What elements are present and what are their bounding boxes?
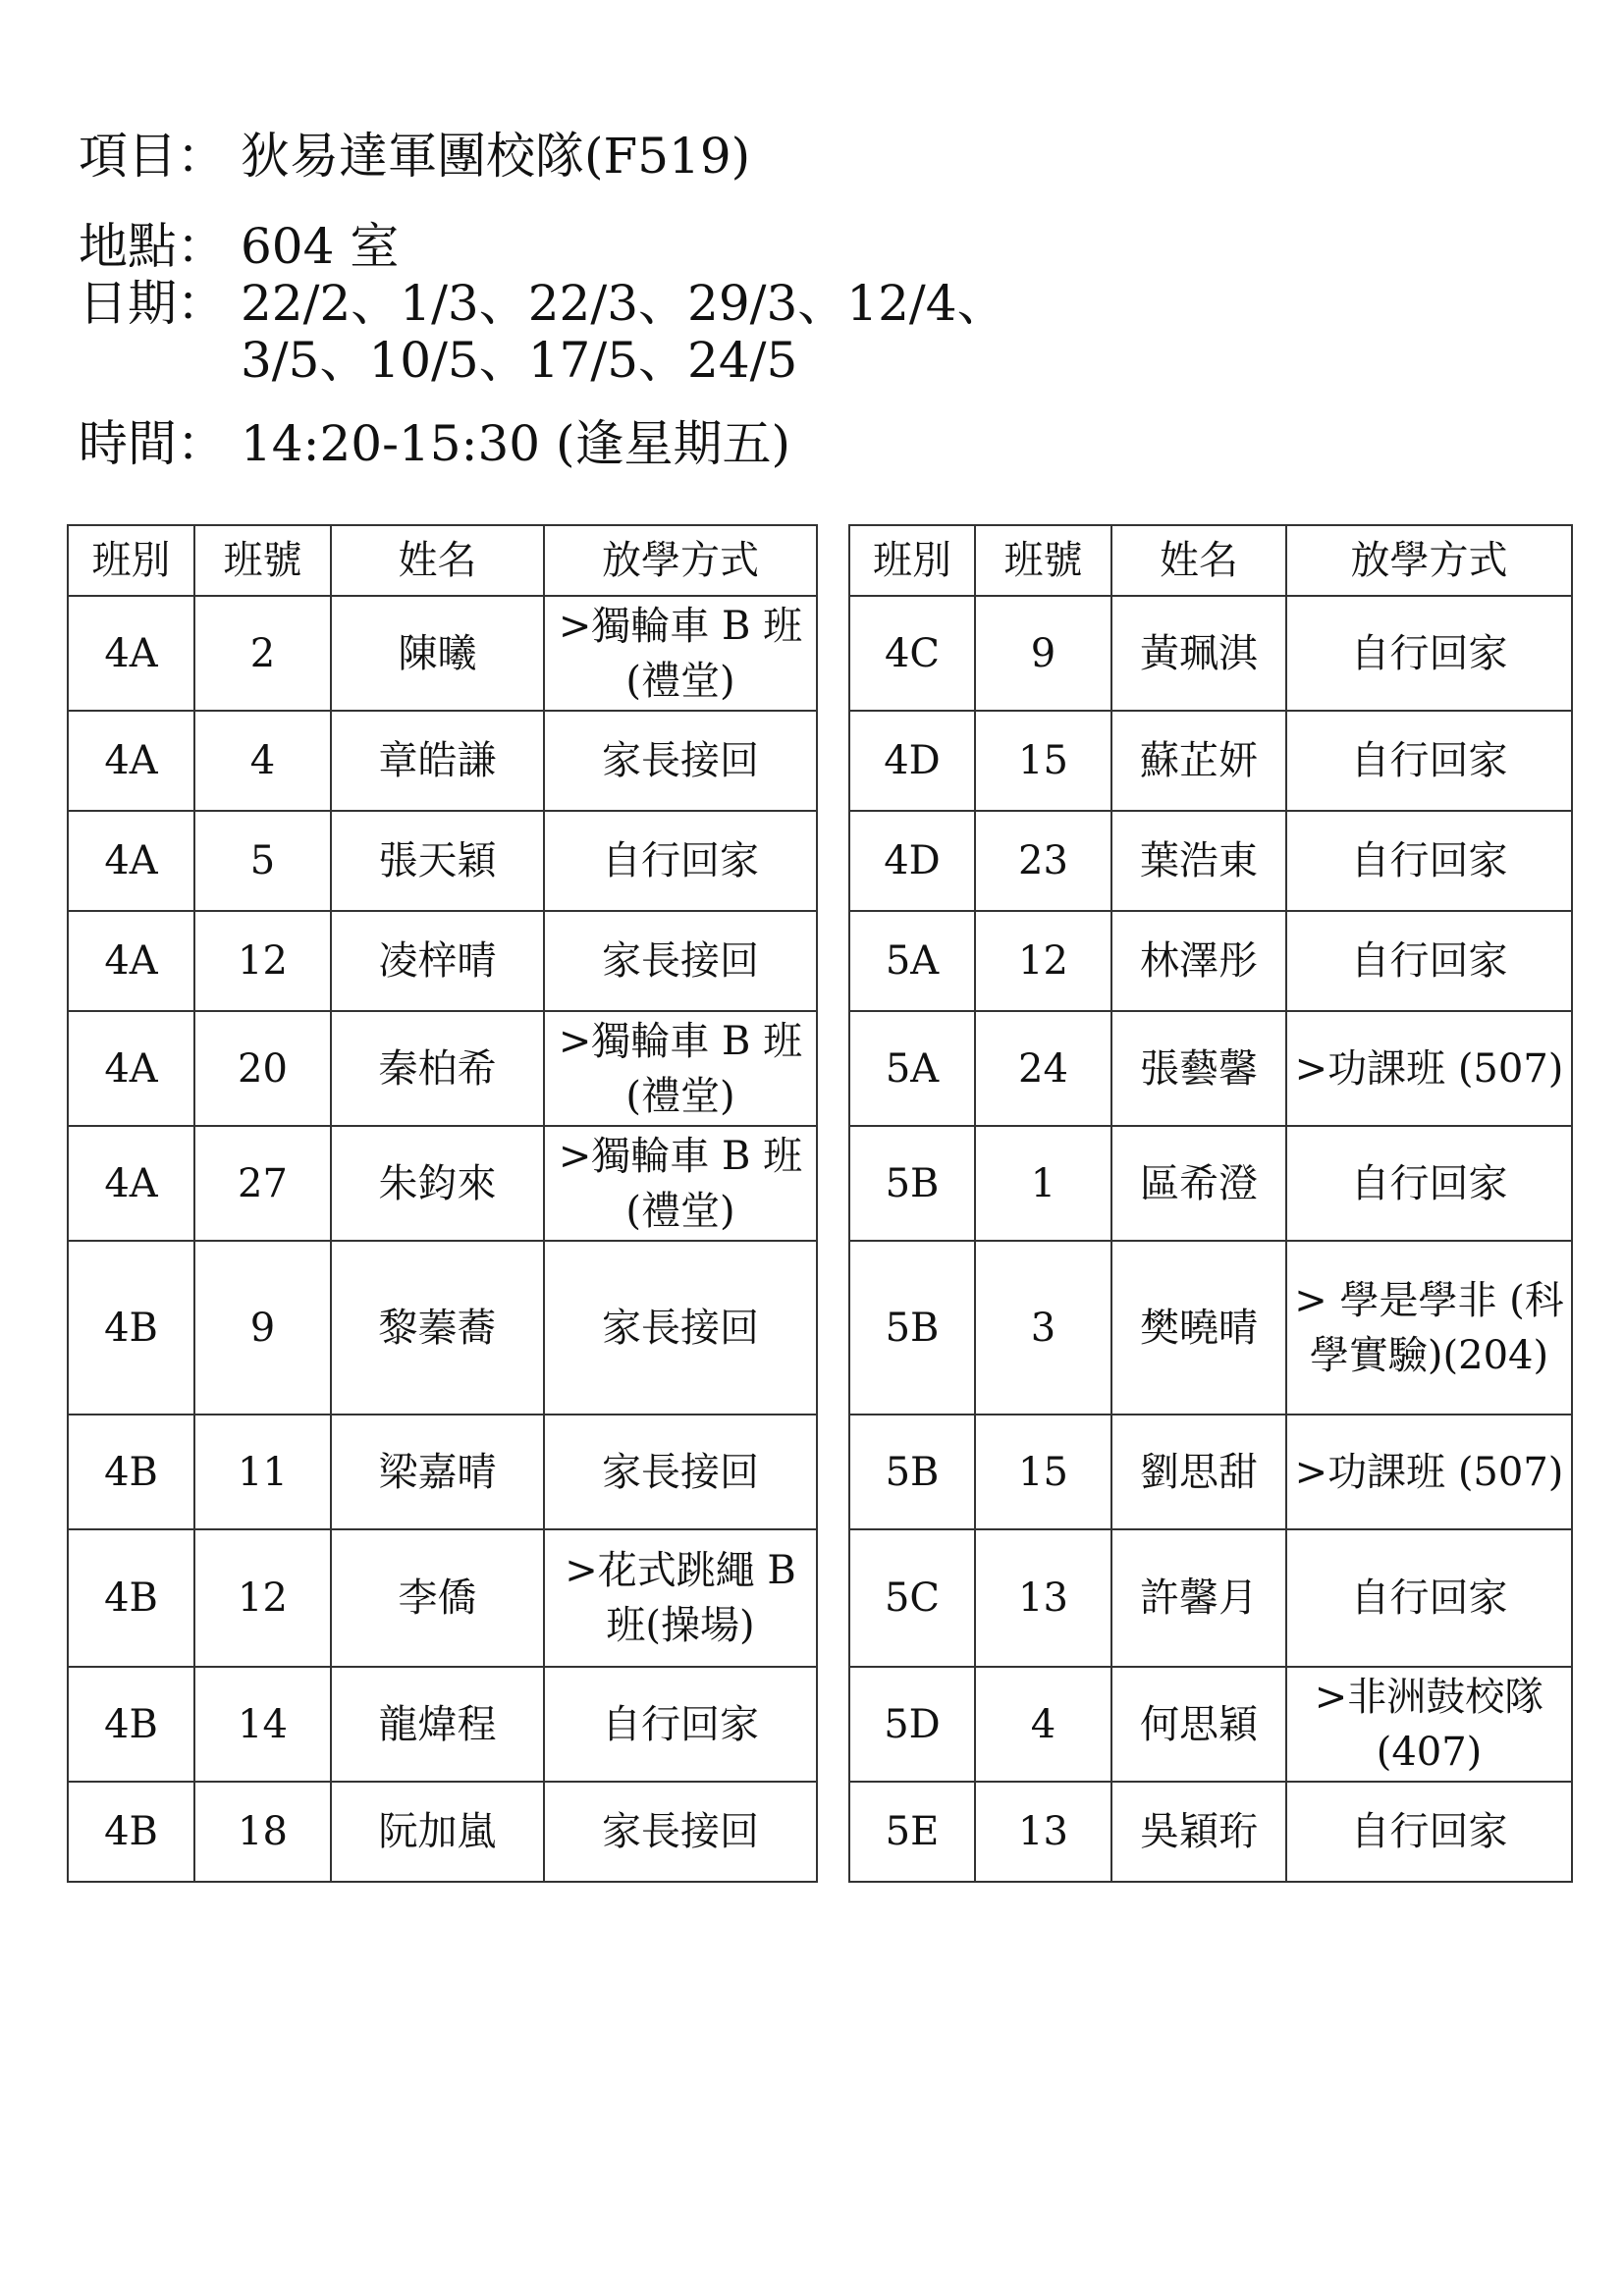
cell-number: 9: [975, 596, 1111, 711]
cell-class: 4A: [68, 1011, 194, 1126]
cell-name: 葉浩東: [1111, 811, 1286, 911]
table-row: [68, 1667, 817, 1782]
cell-number: 27: [194, 1126, 331, 1241]
place-row: [79, 218, 399, 275]
table-row: [849, 1415, 1572, 1529]
cell-dismissal: 自行回家: [1286, 911, 1572, 1011]
cell-dismissal: 自行回家: [1286, 596, 1572, 711]
cell-class: 5B: [849, 1126, 975, 1241]
cell-dismissal: >獨輪車 B 班 (禮堂): [544, 596, 817, 711]
cell-number: 4: [975, 1667, 1111, 1782]
cell-name: 林澤彤: [1111, 911, 1286, 1011]
date-line-1: 22/2、1/3、22/3、29/3、12/4、: [241, 275, 1006, 332]
cell-number: 12: [975, 911, 1111, 1011]
cell-class: 4B: [68, 1241, 194, 1415]
table-row: [68, 1241, 817, 1415]
col-header-dismissal: 放學方式: [544, 525, 817, 596]
cell-name: 陳曦: [331, 596, 544, 711]
cell-class: 5D: [849, 1667, 975, 1782]
cell-name: 凌梓晴: [331, 911, 544, 1011]
cell-name: 蘇芷妍: [1111, 711, 1286, 811]
table-row: [849, 1529, 1572, 1667]
table-row: [68, 911, 817, 1011]
date-line-2: 3/5、10/5、17/5、24/5: [241, 332, 798, 389]
cell-dismissal: 自行回家: [1286, 711, 1572, 811]
time-row: [79, 415, 790, 472]
cell-number: 20: [194, 1011, 331, 1126]
cell-class: 4A: [68, 596, 194, 711]
cell-dismissal: >功課班 (507): [1286, 1415, 1572, 1529]
cell-name: 劉思甜: [1111, 1415, 1286, 1529]
cell-name: 秦柏希: [331, 1011, 544, 1126]
table-row: [849, 1011, 1572, 1126]
date-row: [79, 275, 1006, 389]
cell-class: 4B: [68, 1529, 194, 1667]
cell-class: 4D: [849, 711, 975, 811]
cell-number: 12: [194, 911, 331, 1011]
cell-dismissal: 家長接回: [544, 1782, 817, 1882]
item-value: 狄易達軍團校隊(F519): [241, 128, 751, 185]
cell-dismissal: 自行回家: [1286, 1126, 1572, 1241]
cell-number: 15: [975, 1415, 1111, 1529]
cell-number: 1: [975, 1126, 1111, 1241]
time-value: 14:20-15:30 (逢星期五): [241, 415, 790, 472]
table-row: [68, 1529, 817, 1667]
cell-class: 5C: [849, 1529, 975, 1667]
table-row: [68, 1011, 817, 1126]
cell-dismissal: 家長接回: [544, 1415, 817, 1529]
cell-dismissal: 自行回家: [1286, 811, 1572, 911]
cell-number: 23: [975, 811, 1111, 911]
cell-number: 3: [975, 1241, 1111, 1415]
cell-class: 5E: [849, 1782, 975, 1882]
table-row: [68, 1126, 817, 1241]
date-values: [241, 275, 1006, 389]
cell-dismissal: >獨輪車 B 班 (禮堂): [544, 1126, 817, 1241]
cell-name: 張天穎: [331, 811, 544, 911]
col-header-class: 班別: [68, 525, 194, 596]
cell-name: 龍煒程: [331, 1667, 544, 1782]
cell-dismissal: 自行回家: [1286, 1782, 1572, 1882]
cell-name: 阮加嵐: [331, 1782, 544, 1882]
cell-dismissal: >功課班 (507): [1286, 1011, 1572, 1126]
table-row: [849, 1667, 1572, 1782]
place-label: 地點：: [79, 218, 226, 275]
cell-dismissal: > 學是學非 (科學實驗)(204): [1286, 1241, 1572, 1415]
col-header-name: 姓名: [331, 525, 544, 596]
table-header-row: [849, 525, 1572, 596]
cell-dismissal: >獨輪車 B 班 (禮堂): [544, 1011, 817, 1126]
cell-class: 5A: [849, 911, 975, 1011]
cell-number: 11: [194, 1415, 331, 1529]
cell-class: 4A: [68, 811, 194, 911]
table-row: [849, 911, 1572, 1011]
table-row: [849, 711, 1572, 811]
table-row: [68, 1782, 817, 1882]
cell-number: 13: [975, 1782, 1111, 1882]
cell-class: 5A: [849, 1011, 975, 1126]
cell-number: 14: [194, 1667, 331, 1782]
cell-class: 5B: [849, 1415, 975, 1529]
cell-class: 4A: [68, 1126, 194, 1241]
cell-name: 樊曉晴: [1111, 1241, 1286, 1415]
cell-name: 何思穎: [1111, 1667, 1286, 1782]
cell-number: 12: [194, 1529, 331, 1667]
cell-dismissal: >非洲鼓校隊 (407): [1286, 1667, 1572, 1782]
col-header-name: 姓名: [1111, 525, 1286, 596]
table-row: [849, 1126, 1572, 1241]
cell-dismissal: 家長接回: [544, 1241, 817, 1415]
cell-name: 朱鈞來: [331, 1126, 544, 1241]
cell-name: 黎蓁蕎: [331, 1241, 544, 1415]
item-label: 項目：: [79, 128, 226, 185]
cell-name: 章皓謙: [331, 711, 544, 811]
table-row: [68, 711, 817, 811]
cell-name: 梁嘉晴: [331, 1415, 544, 1529]
cell-number: 5: [194, 811, 331, 911]
cell-number: 24: [975, 1011, 1111, 1126]
cell-name: 張藝馨: [1111, 1011, 1286, 1126]
cell-dismissal: 家長接回: [544, 711, 817, 811]
student-table-right: [848, 524, 1573, 1883]
table-header-row: [68, 525, 817, 596]
table-row: [849, 811, 1572, 911]
cell-name: 區希澄: [1111, 1126, 1286, 1241]
table-row: [849, 1782, 1572, 1882]
cell-dismissal: 自行回家: [1286, 1529, 1572, 1667]
cell-number: 15: [975, 711, 1111, 811]
cell-dismissal: >花式跳繩 B 班(操場): [544, 1529, 817, 1667]
date-label: 日期：: [79, 275, 226, 332]
cell-class: 4B: [68, 1782, 194, 1882]
item-row: [79, 128, 750, 185]
cell-name: 李僑: [331, 1529, 544, 1667]
cell-number: 4: [194, 711, 331, 811]
table-row: [849, 1241, 1572, 1415]
cell-name: 黃珮淇: [1111, 596, 1286, 711]
student-table-left: [67, 524, 818, 1883]
cell-class: 4B: [68, 1667, 194, 1782]
cell-class: 5B: [849, 1241, 975, 1415]
cell-number: 18: [194, 1782, 331, 1882]
table-row: [68, 1415, 817, 1529]
cell-dismissal: 自行回家: [544, 1667, 817, 1782]
place-value: 604 室: [241, 218, 400, 275]
table-row: [68, 596, 817, 711]
cell-number: 2: [194, 596, 331, 711]
cell-number: 9: [194, 1241, 331, 1415]
cell-class: 4D: [849, 811, 975, 911]
cell-dismissal: 自行回家: [544, 811, 817, 911]
cell-class: 4B: [68, 1415, 194, 1529]
col-header-number: 班號: [975, 525, 1111, 596]
cell-name: 許馨月: [1111, 1529, 1286, 1667]
table-row: [849, 596, 1572, 711]
table-row: [68, 811, 817, 911]
col-header-dismissal: 放學方式: [1286, 525, 1572, 596]
col-header-class: 班別: [849, 525, 975, 596]
col-header-number: 班號: [194, 525, 331, 596]
cell-class: 4A: [68, 711, 194, 811]
cell-name: 吳穎珩: [1111, 1782, 1286, 1882]
cell-dismissal: 家長接回: [544, 911, 817, 1011]
cell-class: 4A: [68, 911, 194, 1011]
cell-number: 13: [975, 1529, 1111, 1667]
cell-class: 4C: [849, 596, 975, 711]
time-label: 時間：: [79, 415, 226, 472]
